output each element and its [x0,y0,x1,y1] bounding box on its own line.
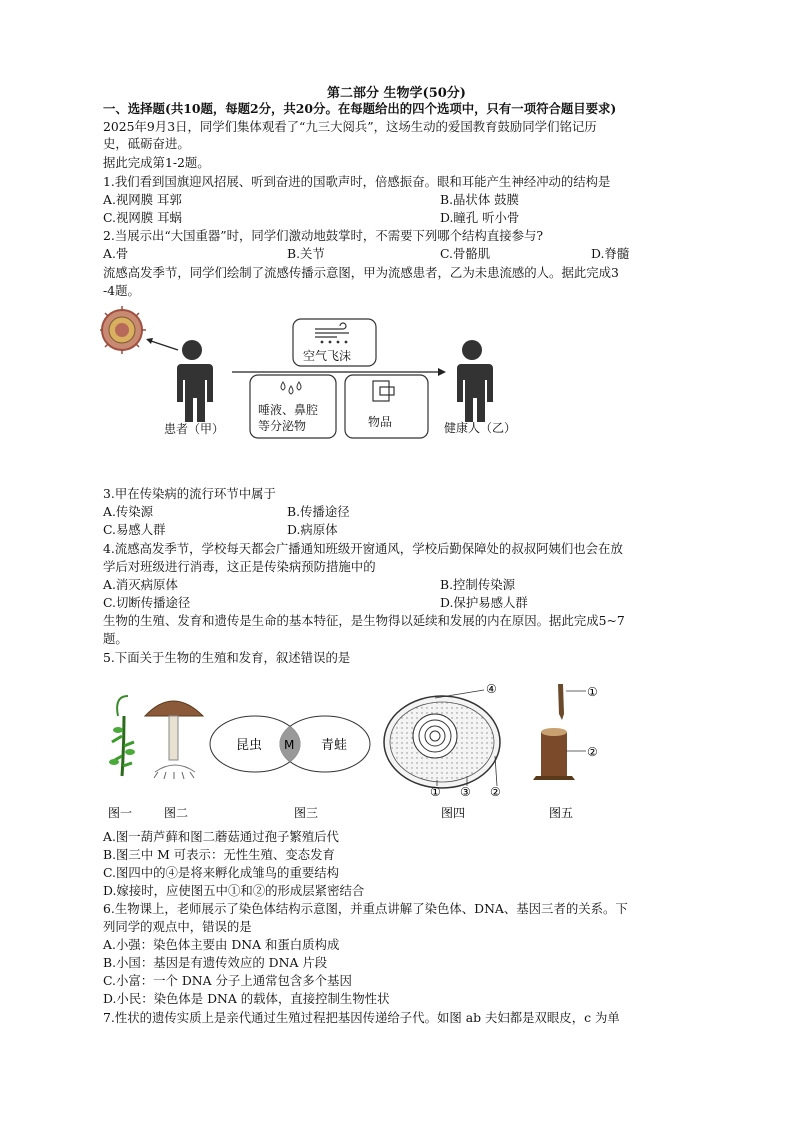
figure-3-caption: 图三 [294,806,319,820]
q1-option-d: D.瞳孔 听小骨 [440,210,520,225]
figure-4-caption: 图四 [441,806,466,820]
q6-option-d: D.小民：染色体是 DNA 的载体，直接控制生物性状 [103,991,390,1006]
q4-option-a: A.消灭病原体 [103,577,178,592]
healthy-person-icon [455,340,493,422]
venn-m-label: M [284,738,295,752]
figure-1-caption: 图一 [108,806,133,820]
q1-option-a: A.视网膜 耳郭 [103,192,182,207]
arrow-line [148,340,178,350]
question-6-stem: 6.生物课上，老师展示了染色体结构示意图，并重点讲解了染色体、DNA、基因三者的关系。下 [103,901,628,916]
patient-label: 患者（甲） [164,422,225,436]
q2-option-a: A.骨 [103,246,129,261]
reproduction-intro: 生物的生殖、发育和遗传是生命的基本特征，是生物得以延续和发展的内在原因。据此完成5~7 [103,613,625,628]
q5-option-a: A.图一葫芦藓和图二蘑菇通过孢子繁殖后代 [103,829,339,844]
venn-diagram [210,716,370,772]
mushroom-icon [145,701,203,779]
healthy-person-figure [440,330,550,440]
question-1-stem: 1.我们看到国旗迎风招展、听到奋进的国歌声时，倍感振奋。眼和耳能产生神经冲动的结构是 [103,174,611,189]
graft-icon [533,684,586,780]
intro-line: 2025年9月3日，同学们集体观看了“九三大阅兵”，这场生动的爱国教育鼓励同学们铭记历 [103,119,597,134]
section-title: 第二部分 生物学(50分) [327,86,466,101]
graft-label-2: ② [587,745,598,759]
graft-label-1: ① [587,685,598,699]
egg-label-4: ④ [486,682,497,696]
q4-option-c: C.切断传播途径 [103,595,191,610]
figure-5-caption: 图五 [549,806,574,820]
q5-option-c: C.图四中的④是将来孵化成雏鸟的重要结构 [103,865,340,880]
question-4-stem: 学后对班级进行消毒，这正是传染病预防措施中的 [103,559,376,574]
moss-icon [109,696,135,776]
secretion-label-2: 等分泌物 [258,419,307,433]
egg-diagram [384,690,500,788]
q3-option-a: A.传染源 [103,504,154,519]
virus-icon [100,306,146,354]
venn-frog-label: 青蛙 [321,738,348,753]
q4-option-b: B.控制传染源 [440,577,515,592]
patient-person-icon [175,340,213,422]
reproduction-figures [100,676,620,826]
section-heading: 一、选择题(共10题，每题2分，共20分。在每题给出的四个选项中，只有一项符合题目要求) [103,101,617,116]
egg-label-1: ① [430,785,441,799]
question-5-stem: 5.下面关于生物的生殖和发育，叙述错误的是 [103,650,351,665]
healthy-label: 健康人（乙） [444,421,517,435]
q1-option-c: C.视网膜 耳蜗 [103,210,182,225]
q5-option-b: B.图三中 M 可表示：无性生殖、变态发育 [103,847,335,862]
q1-option-b: B.晶状体 鼓膜 [440,192,519,207]
question-6-stem: 列同学的观点中，错误的是 [103,919,252,934]
q6-option-c: C.小富：一个 DNA 分子上通常包含多个基因 [103,973,352,988]
flu-intro-line: -4题。 [103,283,140,298]
venn-insect-label: 昆虫 [236,738,263,753]
figure-2-caption: 图二 [164,806,189,820]
q3-option-c: C.易感人群 [103,522,166,537]
q2-option-b: B.关节 [287,246,325,261]
q3-option-b: B.传播途径 [287,504,350,519]
flu-intro-line: 流感高发季节，同学们绘制了流感传播示意图，甲为流感患者，乙为未患流感的人。据此完成3 [103,265,619,280]
secretion-label-1: 唾液、鼻腔 [258,403,319,417]
q6-option-b: B.小国：基因是有遗传效应的 DNA 片段 [103,955,328,970]
question-4-stem: 4.流感高发季节，学校每天都会广播通知班级开窗通风，学校后勤保障处的叔叔阿姨们也会在放 [103,541,623,556]
q3-option-d: D.病原体 [287,522,338,537]
q6-option-a: A.小强：染色体主要由 DNA 和蛋白质构成 [103,937,340,952]
intro-line: 据此完成第1-2题。 [103,155,210,170]
q2-option-c: C.骨骼肌 [440,246,491,261]
question-3-stem: 3.甲在传染病的流行环节中属于 [103,486,276,501]
intro-line: 史，砥砺奋进。 [103,136,190,151]
question-2-stem: 2.当展示出“大国重器”时，同学们激动地鼓掌时，不需要下列哪个结构直接参与? [103,228,544,243]
arrowhead-icon [146,338,153,344]
air-droplet-label: 空气飞沫 [303,349,352,363]
q5-option-d: D.嫁接时，应使图五中①和②的形成层紧密结合 [103,883,365,898]
q2-option-d: D.脊髓 [591,246,630,261]
q4-option-d: D.保护易感人群 [440,595,528,610]
question-7-stem: 7.性状的遗传实质上是亲代通过生殖过程把基因传递给子代。如图 ab 夫妇都是双眼皮，c 为单 [103,1010,620,1025]
item-label: 物品 [368,415,393,429]
egg-label-2: ② [490,785,501,799]
egg-label-3: ③ [460,785,471,799]
reproduction-intro: 题。 [103,631,128,646]
